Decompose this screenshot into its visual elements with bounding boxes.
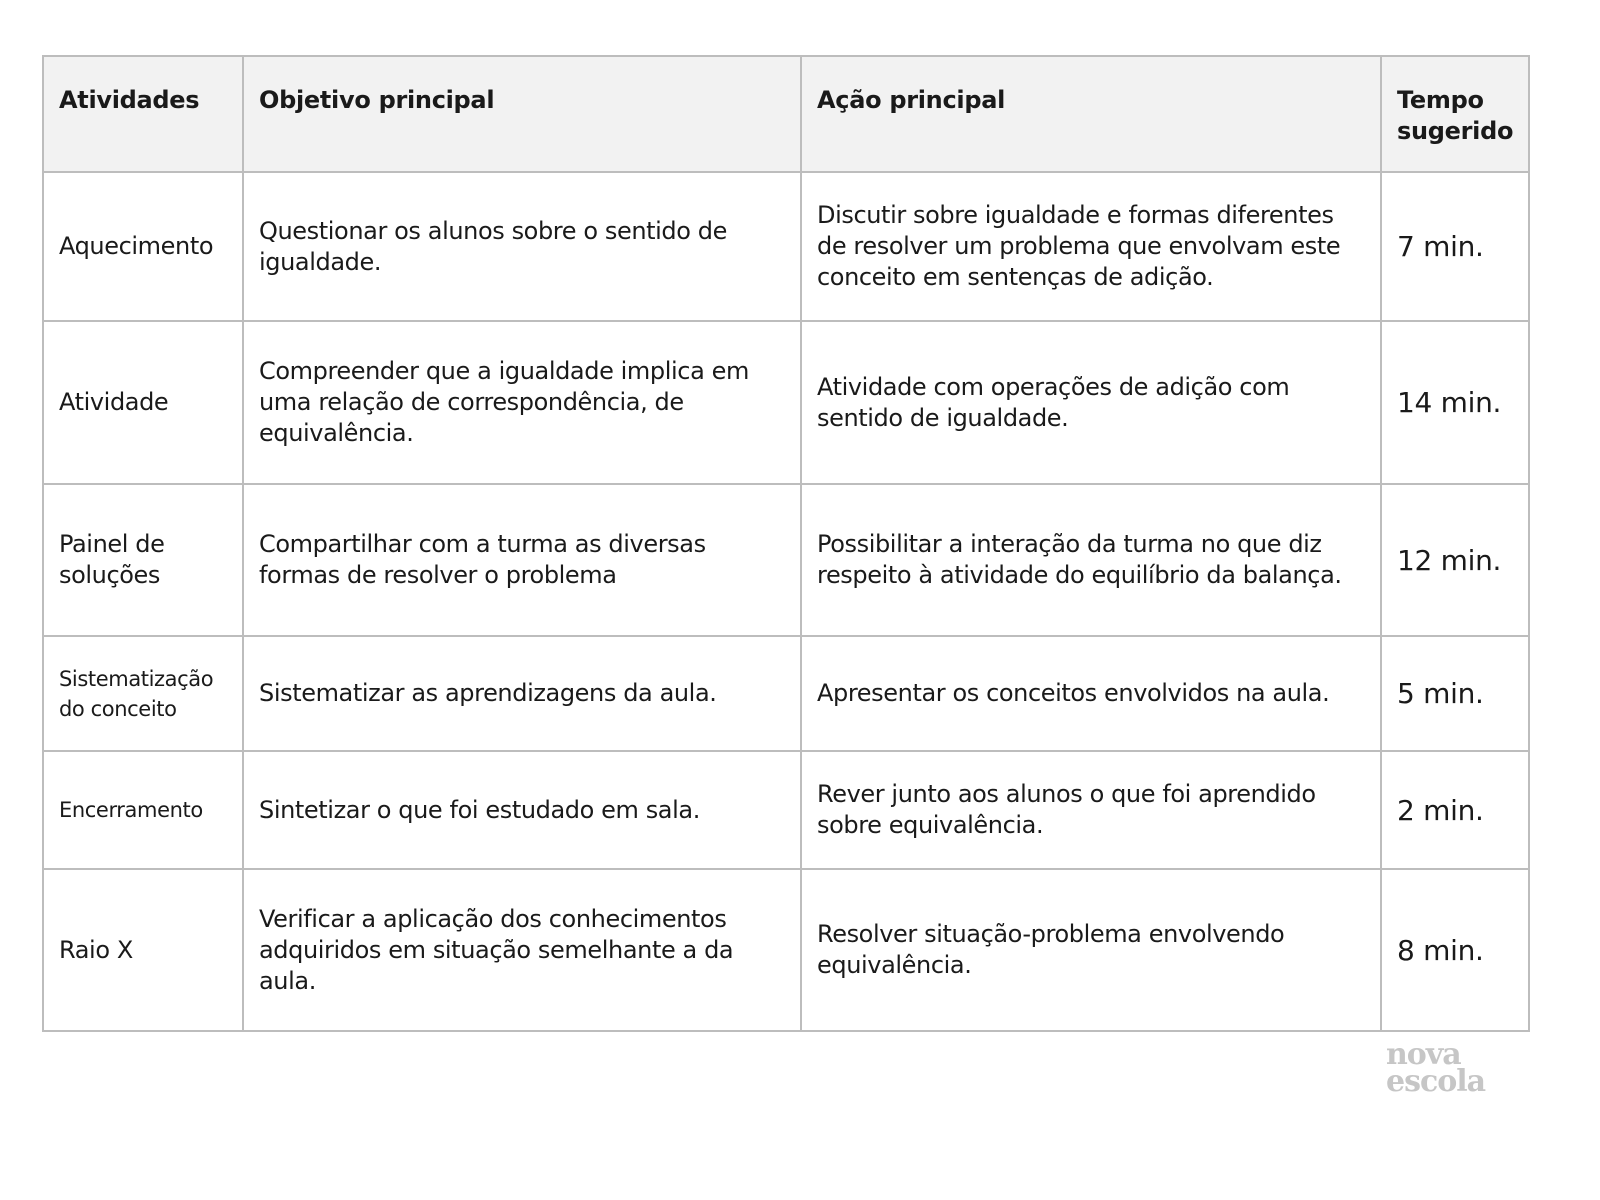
cell-tempo: 12 min. [1381, 484, 1529, 636]
nova-escola-logo [1386, 1037, 1486, 1099]
cell-objetivo: Compreender que a igualdade implica em uma relação de correspondência, de equivalência. [243, 321, 801, 484]
table-header [43, 56, 1529, 172]
header-objetivo: Objetivo principal [243, 56, 801, 172]
cell-objetivo: Sintetizar o que foi estudado em sala. [243, 751, 801, 869]
cell-atividade: Aquecimento [43, 172, 243, 321]
cell-acao: Resolver situação-problema envolvendo equivalência. [801, 869, 1381, 1031]
table-row [43, 751, 1529, 869]
cell-acao: Atividade com operações de adição com sentido de igualdade. [801, 321, 1381, 484]
cell-atividade: Sistematização do conceito [43, 636, 243, 751]
cell-objetivo: Compartilhar com a turma as diversas formas de resolver o problema [243, 484, 801, 636]
header-row [43, 56, 1529, 172]
cell-acao: Apresentar os conceitos envolvidos na aula. [801, 636, 1381, 751]
cell-objetivo: Questionar os alunos sobre o sentido de igualdade. [243, 172, 801, 321]
table-row [43, 484, 1529, 636]
cell-tempo: 5 min. [1381, 636, 1529, 751]
cell-atividade: Painel de soluções [43, 484, 243, 636]
cell-objetivo: Sistematizar as aprendizagens da aula. [243, 636, 801, 751]
logo-line-1: nova [1386, 1037, 1461, 1072]
table-row [43, 869, 1529, 1031]
lesson-plan-table [42, 55, 1530, 1032]
header-tempo: Tempo sugerido [1381, 56, 1529, 172]
cell-acao: Possibilitar a interação da turma no que diz respeito à atividade do equilíbrio da balança. [801, 484, 1381, 636]
cell-acao: Discutir sobre igualdade e formas diferentes de resolver um problema que envolvam este conceito em sentenças de adição. [801, 172, 1381, 321]
cell-tempo: 2 min. [1381, 751, 1529, 869]
cell-atividade: Encerramento [43, 751, 243, 869]
header-atividades: Atividades [43, 56, 243, 172]
table-row [43, 636, 1529, 751]
table-body [43, 172, 1529, 1031]
cell-acao: Rever junto aos alunos o que foi aprendido sobre equivalência. [801, 751, 1381, 869]
cell-atividade: Atividade [43, 321, 243, 484]
table-row [43, 321, 1529, 484]
cell-tempo: 8 min. [1381, 869, 1529, 1031]
table-row [43, 172, 1529, 321]
cell-tempo: 7 min. [1381, 172, 1529, 321]
cell-tempo: 14 min. [1381, 321, 1529, 484]
cell-objetivo: Verificar a aplicação dos conhecimentos adquiridos em situação semelhante a da aula. [243, 869, 801, 1031]
cell-atividade: Raio X [43, 869, 243, 1031]
logo-line-2: escola [1386, 1064, 1486, 1099]
header-acao: Ação principal [801, 56, 1381, 172]
